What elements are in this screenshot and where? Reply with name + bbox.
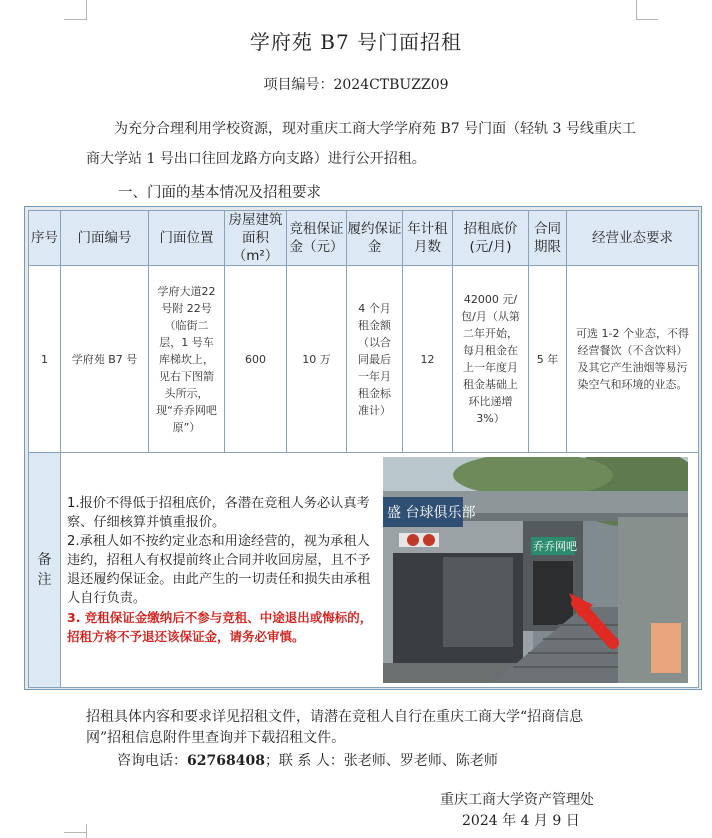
shop-sign-text: 乔乔网吧: [533, 540, 577, 553]
base-price-text: 42000 元/包/月（从第二年开始，每月租金在上一年度月租金基础上环比递增3%）: [461, 293, 520, 425]
issuing-organization: 重庆工商大学资产管理处: [440, 792, 594, 808]
crop-mark: [86, 0, 87, 20]
cell-performance: [347, 266, 403, 453]
footer-paragraph: 招租具体内容和要求详见招租文件，请潜在竞租人自行在重庆工商大学“招商信息网”招租信息附件里查询并下载招租文件。: [86, 709, 584, 746]
contact-people: ；联 系 人：张老师、罗老师、陈老师: [264, 753, 498, 769]
business-text: 可选 1-2 个业态，不得经营餐饮（不含饮料）及其它产生油烟等易污染空气和环境的业态。: [576, 327, 689, 391]
header-term: 合同期限: [529, 211, 567, 266]
header-billing-months: 年计租月数: [403, 211, 453, 266]
contact-label: 咨询电话：: [117, 753, 187, 769]
note-1: 1.报价不得低于招租底价，各潜在竞租人务必认真考察、仔细核算并慎重报价。: [67, 496, 370, 530]
table-row: [29, 266, 699, 453]
location-text: 学府大道22 号附 22号（临街二层，1 号车库梯坎上，见右下图箭头所示，现“乔乔网吧原”）: [156, 284, 217, 434]
header-location: 门面位置: [149, 211, 225, 266]
header-performance-deposit: 履约保证金: [347, 211, 403, 266]
notes-list: [67, 494, 373, 646]
header-area: 房屋建筑面积（m²）: [225, 211, 287, 266]
rental-table: [28, 210, 699, 688]
header-base-price: 招租底价(元/月): [453, 211, 529, 266]
crop-mark: [64, 19, 86, 20]
cell-billing-months: 12: [403, 266, 453, 453]
banner-text: 盛 台球俱乐部: [387, 505, 476, 521]
header-seq: 序号: [29, 211, 61, 266]
header-business: 经营业态要求: [567, 211, 699, 266]
cell-base-price: [453, 266, 529, 453]
header-deposit: 竞租保证金（元）: [287, 211, 347, 266]
header-shop-no: 门面编号: [61, 211, 149, 266]
cell-location: [149, 266, 225, 453]
notes-row: [29, 453, 699, 688]
cell-shop-no: 学府苑 B7 号: [61, 266, 149, 453]
crop-mark: [64, 832, 86, 833]
cell-term: 5 年: [529, 266, 567, 453]
notes-label-text: 备注: [37, 552, 52, 588]
cell-business: [567, 266, 699, 453]
contact-line: [117, 750, 498, 770]
intro-paragraph: 为充分合理利用学校资源，现对重庆工商大学学府苑 B7 号门面（轻轨 3 号线重庆工商大学站 1 号出口往回龙路方向支路）进行公开招租。: [86, 121, 636, 167]
crop-mark: [636, 0, 637, 20]
contact-phone: 62768408: [187, 753, 265, 769]
section-heading: 一、门面的基本情况及招租要求: [118, 185, 321, 201]
cell-seq: 1: [29, 266, 61, 453]
notes-label: [29, 453, 61, 688]
note-3-warning: 3. 竞租保证金缴纳后不参与竞租、中途退出或悔标的，招租方将不予退还该保证金，请务必审慎。: [67, 610, 373, 644]
notes-cell: [61, 453, 699, 688]
cell-deposit: 10 万: [287, 266, 347, 453]
cell-area: 600: [225, 266, 287, 453]
storefront-photo: [383, 457, 688, 683]
project-number: 项目编号：2024CTBUZZ09: [263, 77, 449, 93]
document-title: 学府苑 B7 号门面招租: [249, 30, 463, 54]
performance-text: 4 个月租金额（以合同最后一年月租金标准计）: [358, 301, 391, 417]
crop-mark: [86, 824, 87, 838]
note-2: 2.承租人如不按约定业态和用途经营的，视为承租人违约，招租人有权提前终止合同并收回房屋，且不予退还履约保证金。由此产生的一切责任和损失由承租人自行负责。: [67, 534, 371, 606]
issue-date: 2024 年 4 月 9 日: [462, 813, 580, 829]
crop-mark: [636, 19, 658, 20]
